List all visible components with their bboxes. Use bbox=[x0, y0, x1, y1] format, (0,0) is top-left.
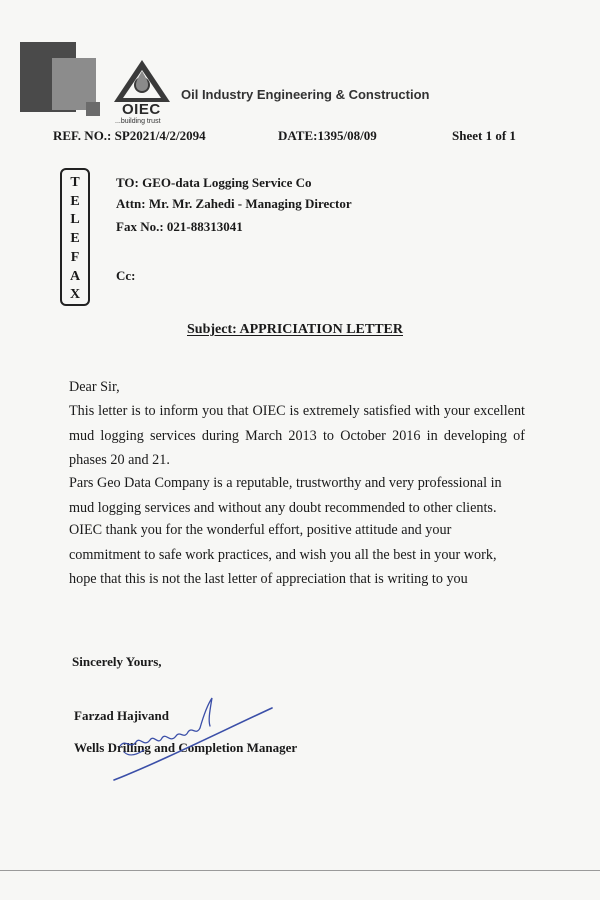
recipient-cc: Cc: bbox=[116, 268, 136, 283]
logo-tagline: ...building trust bbox=[115, 118, 161, 125]
telefax-letter: T bbox=[70, 175, 80, 190]
signer-name: Farzad Hajivand bbox=[74, 708, 169, 723]
subject-line: Subject: APPRICIATION LETTER bbox=[187, 322, 403, 337]
handwritten-signature bbox=[100, 692, 280, 788]
telefax-letter: F bbox=[70, 249, 80, 265]
signer-title: Wells Drilling and Completion Manager bbox=[74, 740, 298, 755]
recipient-to: TO: GEO-data Logging Service Co bbox=[116, 175, 312, 190]
body-paragraph-2: Pars Geo Data Company is a reputable, trustworthy and very professional in mud logging services and without any doubt recommended to other clients. bbox=[69, 475, 502, 516]
salutation: Dear Sir, bbox=[69, 379, 120, 395]
body-paragraph-3: OIEC thank you for the wonderful effort, positive attitude and your commitment to safe work practices, and wish you all the best in your work, hope that this is not the last letter of appreciation that is writing to you bbox=[69, 522, 497, 587]
telefax-letter: X bbox=[69, 287, 81, 303]
telefax-letter: E bbox=[70, 193, 80, 209]
oiec-emblem-icon bbox=[112, 58, 172, 104]
telefax-box bbox=[60, 168, 90, 306]
recipient-fax: Fax No.: 021-88313041 bbox=[116, 219, 243, 234]
telefax-letter: E bbox=[70, 231, 80, 247]
telefax-letter: A bbox=[69, 268, 81, 284]
logo-square-small bbox=[86, 102, 100, 116]
letter-date: DATE:1395/08/09 bbox=[278, 128, 377, 143]
recipient-attn: Attn: Mr. Mr. Zahedi - Managing Director bbox=[116, 196, 352, 211]
body-paragraph-1: This letter is to inform you that OIEC is extremely satisfied with your excellent mud logging services during March 2013 to October 2016 in developing of phases 20 and 21. bbox=[69, 403, 525, 468]
closing: Sincerely Yours, bbox=[72, 654, 162, 669]
sheet-count: Sheet 1 of 1 bbox=[452, 128, 516, 143]
telefax-letter: L bbox=[70, 212, 80, 228]
logo-name: OIEC bbox=[122, 101, 161, 118]
reference-number: REF. NO.: SP2021/4/2/2094 bbox=[53, 128, 206, 143]
company-name: Oil Industry Engineering & Construction bbox=[181, 87, 430, 102]
bottom-divider bbox=[0, 870, 600, 871]
